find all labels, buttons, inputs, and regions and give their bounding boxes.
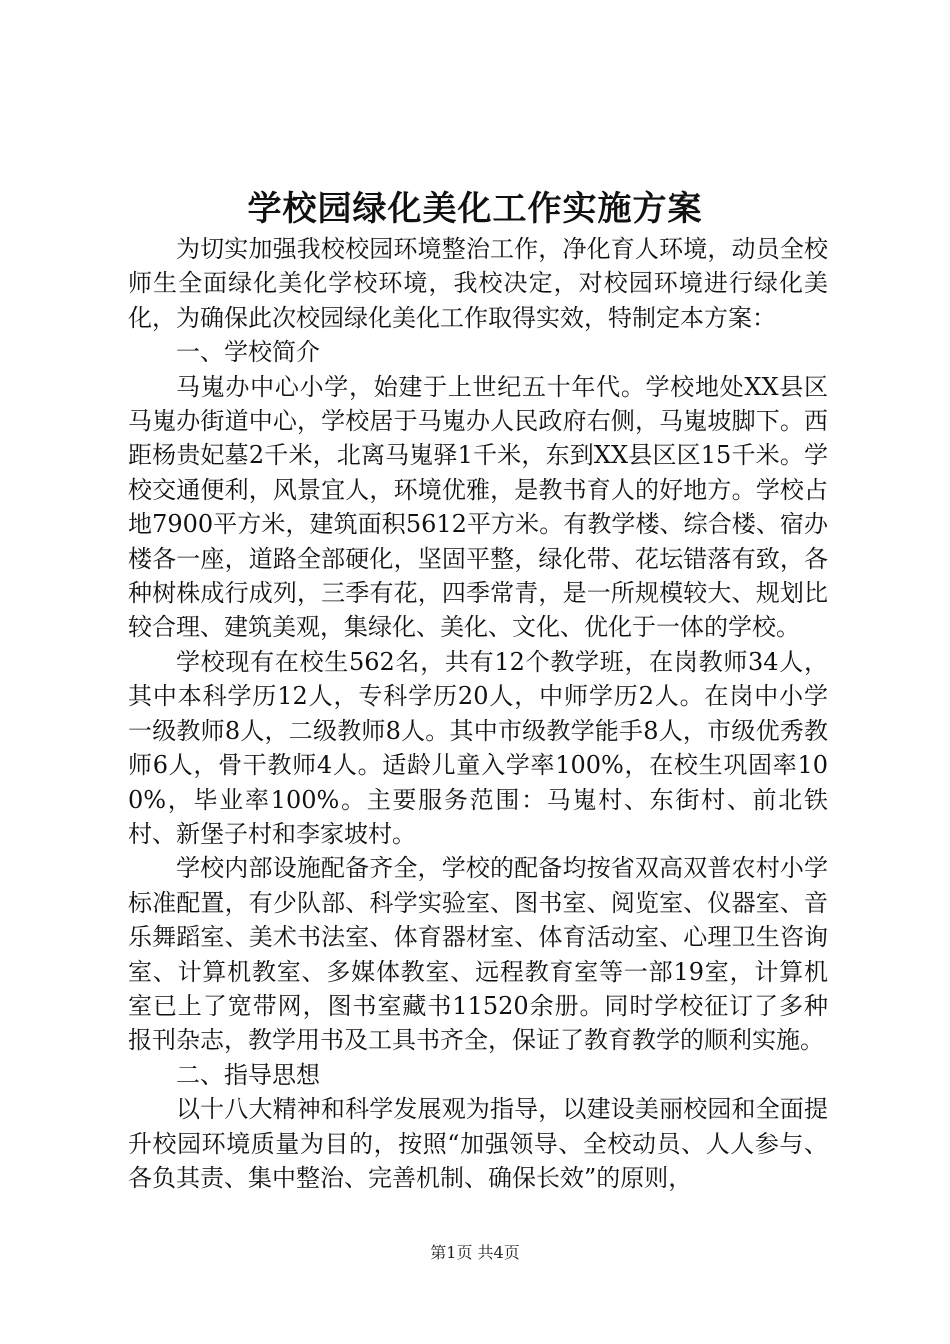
document-title: 学校园绿化美化工作实施方案	[247, 189, 703, 229]
document-body	[128, 232, 828, 1195]
school-intro-paragraph-2: 学校现有在校生562名，共有12个教学班，在岗教师34人，其中本科学历12人，专科学历20人，中师学历2人。在岗中小学一级教师8人，二级教师8人。其中市级教学能手8人，市级优秀教师6人，骨干教师4人。适龄儿童入学率100%，在校生巩固率100%，毕业率100%。主要服务范围：马嵬村、东街村、前北铁村、新堡子村和李家坡村。	[128, 647, 828, 848]
school-intro-paragraph-3: 学校内部设施配备齐全，学校的配备均按省双高双普农村小学标准配置，有少队部、科学实验室、图书室、阅览室、仪器室、音乐舞蹈室、美术书法室、体育器材室、体育活动室、心理卫生咨询室、计算机教室、多媒体教室、远程教育室等一部19室，计算机室已上了宽带网，图书室藏书11520余册。同时学校征订了多种报刊杂志，教学用书及工具书齐全，保证了教育教学的顺利实施。	[128, 854, 828, 1055]
intro-paragraph: 为切实加强我校校园环境整治工作，净化育人环境，动员全校师生全面绿化美化学校环境，我校决定，对校园环境进行绿化美化，为确保此次校园绿化美化工作取得实效，特制定本方案：	[128, 235, 828, 332]
page-number-footer: 第1页 共4页	[430, 1243, 520, 1262]
guiding-ideology-paragraph: 以十八大精神和科学发展观为指导，以建设美丽校园和全面提升校园环境质量为目的，按照“加强领导、全校动员、人人参与、各负其责、集中整治、完善机制、确保长效”的原则，	[128, 1095, 828, 1192]
section-heading-guiding-ideology: 二、指导思想	[176, 1060, 320, 1089]
section-heading-school-intro: 一、学校简介	[176, 338, 320, 367]
school-intro-paragraph-1: 马嵬办中心小学，始建于上世纪五十年代。学校地处XX县区马嵬办街道中心，学校居于马嵬办人民政府右侧，马嵬坡脚下。西距杨贵妃墓2千米，北离马嵬驿1千米，东到XX县区区15千米。学校交通便利，风景宜人，环境优雅，是教书育人的好地方。学校占地7900平方米，建筑面积5612平方米。有教学楼、综合楼、宿办楼各一座，道路全部硬化，坚固平整，绿化带、花坛错落有致，各种树株成行成列，三季有花，四季常青，是一所规模较大、规划比较合理、建筑美观，集绿化、美化、文化、优化于一体的学校。	[128, 372, 828, 642]
